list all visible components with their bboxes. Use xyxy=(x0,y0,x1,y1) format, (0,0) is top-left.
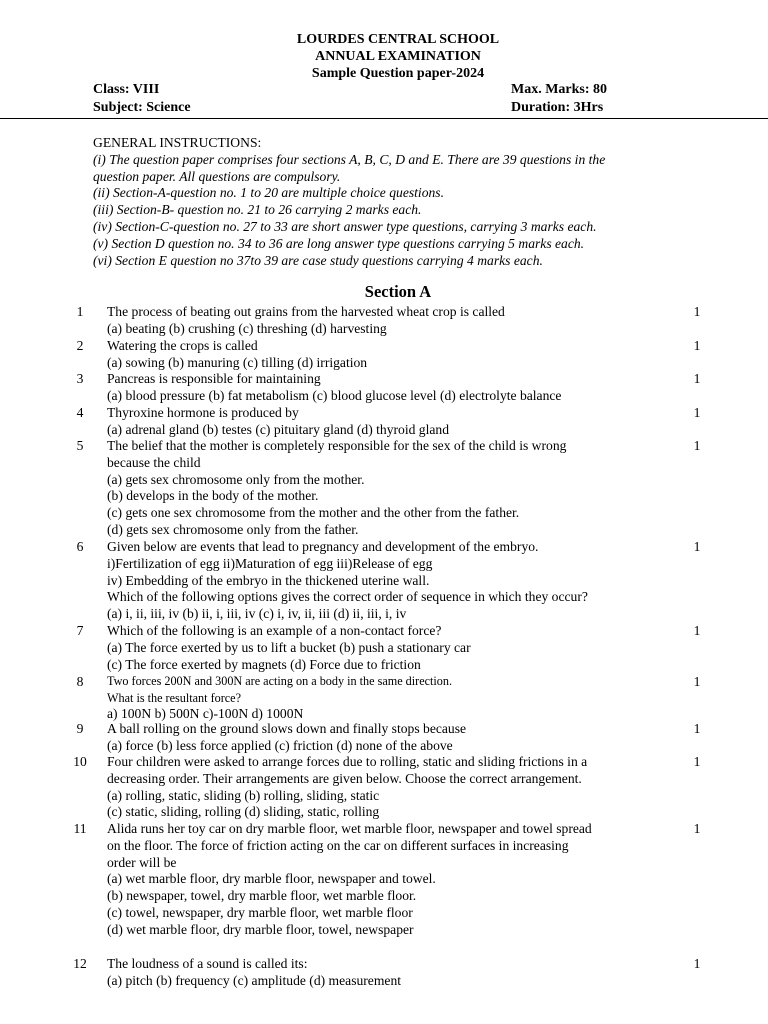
question-line: i)Fertilization of egg ii)Maturation of egg iii)Release of egg xyxy=(107,555,433,571)
question-body xyxy=(107,438,687,539)
question-line: (a) blood pressure (b) fat metabolism (c) blood glucose level (d) electrolyte balance xyxy=(107,387,562,403)
question-number: 1 xyxy=(76,304,84,319)
question-marks: 1 xyxy=(693,821,701,836)
question-line: (a) gets sex chromosome only from the mother. xyxy=(107,471,365,487)
question-line: Which of the following is an example of a non-contact force? xyxy=(107,623,442,638)
question-body xyxy=(107,371,687,405)
question-body xyxy=(107,338,687,372)
question-number: 3 xyxy=(76,371,84,386)
question-marks: 1 xyxy=(693,754,701,769)
question-marks: 1 xyxy=(693,539,701,554)
question-line: (b) develops in the body of the mother. xyxy=(107,488,319,504)
question-line: because the child xyxy=(107,454,201,470)
question-line: Thyroxine hormone is produced by xyxy=(107,405,299,420)
question-line: A ball rolling on the ground slows down and finally stops because xyxy=(107,721,467,736)
school-name: LOURDES CENTRAL SCHOOL xyxy=(296,32,500,47)
question-marks: 1 xyxy=(693,405,701,420)
question-line: Two forces 200N and 300N are acting on a body in the same direction. xyxy=(107,674,453,688)
question-marks: 1 xyxy=(693,338,701,353)
question-number: 7 xyxy=(76,623,84,638)
question-marks: 1 xyxy=(693,438,701,453)
section-a-heading: Section A xyxy=(364,282,432,301)
general-instructions xyxy=(93,135,693,269)
question-line: Which of the following options gives the correct order of sequence in which they occur? xyxy=(107,589,588,605)
instruction-line: (iv) Section-C-question no. 27 to 33 are short answer type questions, carrying 3 marks each. xyxy=(93,218,597,234)
instruction-line: (i) The question paper comprises four sections A, B, C, D and E. There are 39 questions in the xyxy=(93,151,606,167)
question-number: 4 xyxy=(76,405,84,420)
question-line: Pancreas is responsible for maintaining xyxy=(107,371,321,386)
question-body xyxy=(107,539,687,623)
question-line: Alida runs her toy car on dry marble floor, wet marble floor, newspaper and towel spread xyxy=(107,821,592,836)
question-marks: 1 xyxy=(693,674,701,689)
question-line: The belief that the mother is completely responsible for the sex of the child is wrong xyxy=(107,438,567,453)
question-line: (b) newspaper, towel, dry marble floor, wet marble floor. xyxy=(107,888,417,904)
header-divider xyxy=(0,118,768,119)
question-number: 5 xyxy=(76,438,84,453)
instruction-line: (vi) Section E question no 37to 39 are case study questions carrying 4 marks each. xyxy=(93,252,543,268)
question-number: 6 xyxy=(76,539,84,554)
instruction-line: (v) Section D question no. 34 to 36 are long answer type questions carrying 5 marks each. xyxy=(93,235,585,251)
question-line: Watering the crops is called xyxy=(107,338,258,353)
question-body xyxy=(107,956,687,990)
paper-title: Sample Question paper-2024 xyxy=(311,66,485,81)
instructions-title: GENERAL INSTRUCTIONS: xyxy=(93,135,262,150)
question-body xyxy=(107,721,687,755)
question-number: 9 xyxy=(76,721,84,736)
question-line: Four children were asked to arrange forces due to rolling, static and sliding frictions in a xyxy=(107,754,588,769)
class-label: Class: VIII xyxy=(93,82,160,97)
question-number: 11 xyxy=(73,821,87,836)
question-line: What is the resultant force? xyxy=(107,690,242,705)
question-number: 2 xyxy=(76,338,84,353)
question-marks: 1 xyxy=(693,304,701,319)
question-marks: 1 xyxy=(693,623,701,638)
instruction-line: (iii) Section-B- question no. 21 to 26 carrying 2 marks each. xyxy=(93,202,422,218)
question-body xyxy=(107,304,687,338)
subject-label: Subject: Science xyxy=(93,100,191,115)
question-line: (a) wet marble floor, dry marble floor, newspaper and towel. xyxy=(107,871,436,887)
question-marks: 1 xyxy=(693,956,701,971)
question-line: Given below are events that lead to pregnancy and development of the embryo. xyxy=(107,539,539,554)
question-line: iv) Embedding of the embryo in the thickened uterine wall. xyxy=(107,572,430,588)
question-body xyxy=(107,754,687,821)
question-line: a) 100N b) 500N c)-100N d) 1000N xyxy=(107,706,304,722)
question-line: (a) i, ii, iii, iv (b) ii, i, iii, iv (c) i, iv, ii, iii (d) ii, iii, i, iv xyxy=(107,606,407,622)
question-line: (c) The force exerted by magnets (d) Force due to friction xyxy=(107,656,421,672)
question-number: 12 xyxy=(73,956,87,971)
question-line: on the floor. The force of friction acting on the car on different surfaces in increasing xyxy=(107,837,569,853)
question-line: (a) The force exerted by us to lift a bucket (b) push a stationary car xyxy=(107,639,471,655)
question-body xyxy=(107,821,687,939)
question-line: (c) gets one sex chromosome from the mother and the other from the father. xyxy=(107,505,520,521)
question-line: The loudness of a sound is called its: xyxy=(107,956,308,971)
question-line: (a) adrenal gland (b) testes (c) pituitary gland (d) thyroid gland xyxy=(107,421,449,437)
exam-title: ANNUAL EXAMINATION xyxy=(315,49,481,64)
question-line: The process of beating out grains from the harvested wheat crop is called xyxy=(107,304,505,319)
question-line: (c) towel, newspaper, dry marble floor, wet marble floor xyxy=(107,904,413,920)
question-body xyxy=(107,405,687,439)
question-line: (a) pitch (b) frequency (c) amplitude (d) measurement xyxy=(107,972,402,988)
instruction-line: (ii) Section-A-question no. 1 to 20 are multiple choice questions. xyxy=(93,185,444,201)
question-line: (a) beating (b) crushing (c) threshing (d) harvesting xyxy=(107,320,387,336)
instruction-line: question paper. All questions are compulsory. xyxy=(93,168,341,184)
question-line: (d) wet marble floor, dry marble floor, towel, newspaper xyxy=(107,921,414,937)
question-line: (a) sowing (b) manuring (c) tilling (d) irrigation xyxy=(107,354,368,370)
question-body xyxy=(107,623,687,673)
question-line: (a) rolling, static, sliding (b) rolling, sliding, static xyxy=(107,787,380,803)
question-body xyxy=(107,673,687,723)
question-line: (c) static, sliding, rolling (d) sliding, static, rolling xyxy=(107,804,380,820)
question-number: 8 xyxy=(76,674,84,689)
question-marks: 1 xyxy=(693,721,701,736)
duration-label: Duration: 3Hrs xyxy=(511,100,604,115)
question-line: decreasing order. Their arrangements are given below. Choose the correct arrangement. xyxy=(107,770,582,786)
question-marks: 1 xyxy=(693,371,701,386)
question-line: (a) force (b) less force applied (c) friction (d) none of the above xyxy=(107,737,453,753)
max-marks-label: Max. Marks: 80 xyxy=(511,82,608,97)
question-number: 10 xyxy=(73,754,87,769)
question-line: order will be xyxy=(107,854,177,870)
question-line: (d) gets sex chromosome only from the father. xyxy=(107,521,359,537)
